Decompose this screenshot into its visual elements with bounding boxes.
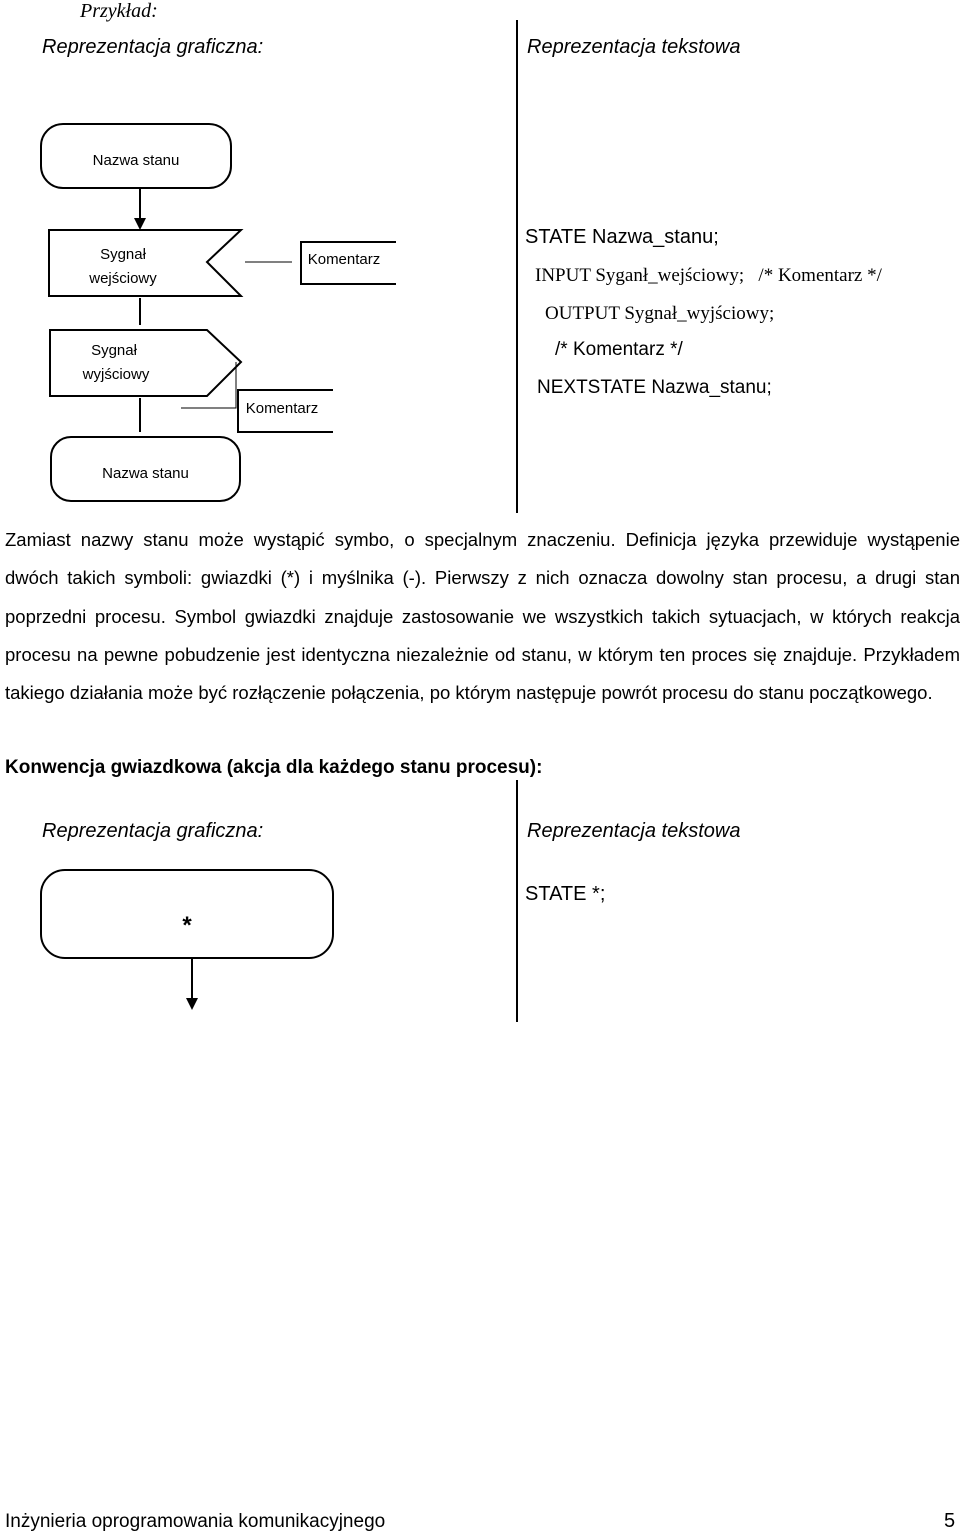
footer-title: Inżynieria oprogramowania komunikacyjnego	[5, 1511, 386, 1532]
body-paragraph: Zamiast nazwy stanu może wystąpić symbo, o specjalnym znaczeniu. Definicja języka przewiduje wystąpenie dwóch takich symboli: gwiazdki (*) i myślnika (-). Pierwszy z nich oznacza dowolny stan procesu, a drugi stan poprzedni procesu. Symbol gwiazdki znajduje zastosowanie we wszystkich takich sytuacjach, w których reakcja procesu na pewne pobudzenie jest identyczna niezależnie od stanu, w którym ten proces się znajduje. Przykładem takiego działania może być rozłączenie połączenia, po którym następuje powrót procesu do stanu początkowego.	[5, 529, 960, 704]
output-signal-label-1: Sygnał	[91, 342, 137, 359]
page-number: 5	[944, 1510, 956, 1532]
intro-label: Przykład:	[80, 0, 158, 22]
asterisk-state-label: *	[182, 912, 192, 939]
code-line-state-asterisk: STATE *;	[525, 883, 606, 905]
text-heading: Reprezentacja tekstowa	[527, 36, 741, 58]
convention-heading: Konwencja gwiazdkowa (akcja dla każdego stanu procesu):	[5, 757, 543, 778]
graphic-heading: Reprezentacja graficzna:	[42, 36, 264, 58]
graphic-heading-2: Reprezentacja graficzna:	[42, 820, 264, 842]
code-line-comment: /* Komentarz */	[555, 339, 683, 360]
input-signal-label-1: Sygnał	[100, 246, 146, 263]
code-line-input: INPUT Syganł_wejściowy; /* Komentarz */	[535, 265, 882, 286]
state-label-top: Nazwa stanu	[92, 152, 180, 169]
code-line-output: OUTPUT Sygnał_wyjściowy;	[545, 303, 775, 324]
input-comment-label: Komentarz	[307, 251, 381, 268]
output-comment-label: Komentarz	[245, 400, 319, 417]
state-label-bottom: Nazwa stanu	[102, 465, 189, 482]
output-signal-shape	[50, 330, 241, 396]
input-signal-label-2: wejściowy	[89, 270, 157, 287]
output-signal-label-2: wyjściowy	[82, 366, 150, 383]
code-line-state: STATE Nazwa_stanu;	[525, 226, 719, 248]
text-heading-2: Reprezentacja tekstowa	[527, 820, 741, 842]
code-line-nextstate: NEXTSTATE Nazwa_stanu;	[537, 377, 772, 398]
